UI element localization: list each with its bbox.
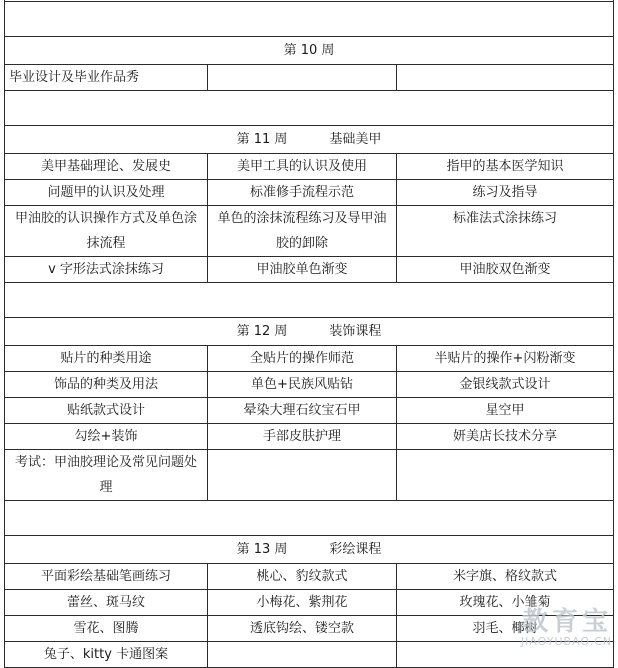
week13-cell: 雪花、图腾: [5, 616, 208, 642]
week13-cell: 平面彩绘基础笔画练习: [5, 564, 208, 590]
week12-header: 第 12 周 装饰课程: [5, 318, 614, 346]
week11-header: 第 11 周 基础美甲: [5, 126, 614, 154]
spacer-row: [5, 91, 614, 126]
week12-cell: 贴片的种类用途: [5, 346, 208, 372]
week11-cell: v 字形法式涂抹练习: [5, 257, 208, 283]
week13-cell: 蕾丝、斑马纹: [5, 590, 208, 616]
week10-cell: [397, 65, 614, 91]
week11-cell: 标准修手流程示范: [208, 180, 397, 206]
week11-cell: 美甲工具的认识及使用: [208, 154, 397, 180]
week13-cell: 兔子、kitty 卡通图案: [5, 642, 208, 668]
week13-header: 第 13 周 彩绘课程: [5, 536, 614, 564]
week10-cell: 毕业设计及毕业作品秀: [5, 65, 208, 91]
course-schedule-table: [4, 0, 614, 668]
week13-cell: 小梅花、紫荆花: [208, 590, 397, 616]
week12-cell: 晕染大理石纹宝石甲: [208, 398, 397, 424]
week10-cell: [208, 65, 397, 91]
week11-cell: 问题甲的认识及处理: [5, 180, 208, 206]
spacer-row: [5, 2, 614, 37]
week12-cell: 单色+民族风贴钻: [208, 372, 397, 398]
watermark-logo: [521, 608, 612, 648]
week13-cell: 米字旗、格纹款式: [397, 564, 614, 590]
week12-cell: 勾绘+装饰: [5, 424, 208, 450]
week11-cell: 单色的涂抹流程练习及导甲油胶的卸除: [208, 206, 397, 257]
spacer-row: [5, 283, 614, 318]
week11-cell: 指甲的基本医学知识: [397, 154, 614, 180]
week13-cell: 玫瑰花、小雏菊: [397, 590, 614, 616]
week13-cell: 羽毛、椰树: [397, 616, 614, 642]
week12-cell: 半贴片的操作+闪粉渐变: [397, 346, 614, 372]
week10-header: 第 10 周: [5, 37, 614, 65]
week11-cell: 甲油胶双色渐变: [397, 257, 614, 283]
week12-cell: 妍美店长技术分享: [397, 424, 614, 450]
week11-cell: 甲油胶单色渐变: [208, 257, 397, 283]
week12-cell: 金银线款式设计: [397, 372, 614, 398]
spacer-row: [5, 501, 614, 536]
week12-cell: [208, 450, 397, 501]
week12-cell: [397, 450, 614, 501]
week12-cell: 星空甲: [397, 398, 614, 424]
week12-cell: 全贴片的操作师范: [208, 346, 397, 372]
week13-cell: [208, 642, 397, 668]
week11-cell: 美甲基础理论、发展史: [5, 154, 208, 180]
week12-cell: 贴纸款式设计: [5, 398, 208, 424]
week13-cell: 桃心、豹纹款式: [208, 564, 397, 590]
week13-cell: 透底钩绘、镂空款: [208, 616, 397, 642]
week12-cell: 考试：甲油胶理论及常见问题处理: [5, 450, 208, 501]
week11-cell: 标准法式涂抹练习: [397, 206, 614, 257]
week12-cell: 饰品的种类及用法: [5, 372, 208, 398]
week11-cell: 甲油胶的认识操作方式及单色涂抹流程: [5, 206, 208, 257]
week11-cell: 练习及指导: [397, 180, 614, 206]
week12-cell: 手部皮肤护理: [208, 424, 397, 450]
watermark-text: 教育宝: [521, 607, 612, 637]
watermark-url: JIAOYUBAO.CN: [520, 635, 612, 648]
